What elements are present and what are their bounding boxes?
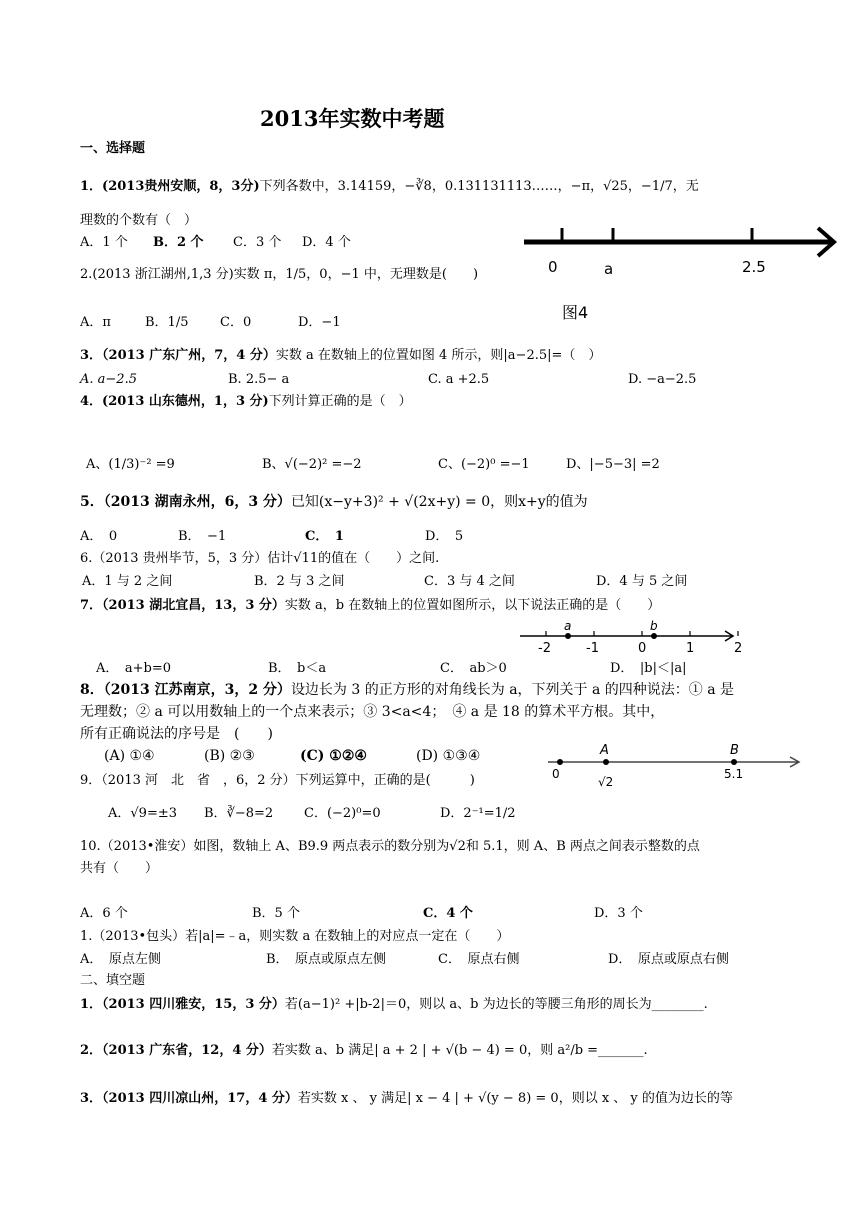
q8-line2: 无理数；② a 可以用数轴上的一个点来表示；③ 3<a<4； ④ a 是 18 的算术平方根。其中，: [80, 704, 665, 720]
q6-option-b: B．2 与 3 之间: [254, 574, 345, 589]
q7-tick-label: 2: [734, 641, 743, 656]
q8-option-c: (C) ①②④: [300, 748, 367, 764]
q2-option-a: A．π: [80, 315, 111, 330]
q3-source: 3．（2013 广东广州，7，4 分）: [80, 348, 276, 363]
q6-option-c: C．3 与 4 之间: [424, 574, 515, 589]
q2-option-c: C．0: [220, 315, 252, 330]
f2-text: 若实数 a、b 满足| a + 2 | + √(b − 4) = 0，则 a²/b =_______.: [271, 1043, 648, 1058]
q8-source: 8．（2013 江苏南京，3，2 分）: [80, 682, 291, 698]
q5-option-d: D． 5: [425, 529, 464, 544]
f3-source: 3．（2013 四川凉山州，17，4 分）: [80, 1091, 298, 1106]
q7-tick-label: 0: [638, 641, 647, 656]
q8-option-d: (D) ①③④: [416, 748, 481, 764]
q10-point-0: [557, 759, 563, 765]
q6-option-a: A．1 与 2 之间: [82, 574, 173, 589]
q3-option-d: D. −a−2.5: [628, 372, 697, 387]
q10-number-line: [544, 740, 804, 790]
q5-line1: [80, 494, 588, 511]
q10-label-sqrt2: √2: [598, 775, 614, 789]
q10-option-c: C．4 个: [423, 906, 473, 921]
q10-label-0: 0: [552, 767, 560, 781]
f3-text: 若实数 x 、 y 满足| x − 4 | + √(y − 8) = 0，则以 x 、 y 的值为边长的等: [297, 1091, 733, 1106]
q10-line2: 共有（ ）: [80, 861, 159, 876]
q1-option-b: B．2 个: [153, 235, 204, 250]
q7-point-b: [651, 633, 657, 639]
q4-source: 4．(2013 山东德州，1，3 分): [80, 394, 269, 409]
q5-option-b: B． −1: [178, 529, 227, 544]
q7-tick-label: -1: [586, 641, 599, 656]
q1-source: 1．(2013贵州安顺，8，3分): [80, 179, 260, 194]
q7-option-d: D． |b|＜|a|: [610, 661, 687, 676]
fig4-label-0: 0: [548, 258, 558, 276]
q7-point-a: [565, 633, 571, 639]
q2-option-b: B．1/5: [145, 315, 189, 330]
fig4-label-a: a: [604, 260, 614, 278]
f1-line1: [80, 996, 708, 1013]
q4-option-c: C、(−2)⁰ =−1: [438, 457, 530, 472]
q4-option-d: D、|−5−3| =2: [566, 457, 660, 472]
q4-option-a: A、(1/3)⁻² =9: [86, 457, 175, 472]
q1-line2: 理数的个数有（ ）: [80, 213, 198, 228]
q7-tick-label: 1: [686, 641, 695, 656]
q5-option-a: A． 0: [80, 529, 118, 544]
q10-option-b: B．5 个: [252, 906, 300, 921]
q10-label-51: 5.1: [724, 767, 744, 781]
figure-4-number-line: [520, 222, 840, 326]
q10-option-d: D．3 个: [594, 906, 643, 921]
q10-point-b: [731, 759, 737, 765]
f1-source: 1．（2013 四川雅安，15，3 分）: [80, 997, 285, 1012]
q7-label-a: a: [564, 619, 572, 633]
q8-text: 设边长为 3 的正方形的对角线长为 a，下列关于 a 的四种说法：① a 是: [290, 682, 735, 698]
q9-option-a: A．√9=±3: [108, 806, 177, 821]
q2-option-d: D．−1: [298, 315, 341, 330]
q3-text: 实数 a 在数轴上的位置如图 4 所示，则|a−2.5|=（ ）: [275, 348, 602, 363]
q6-option-d: D．4 与 5 之间: [596, 574, 688, 589]
q10-option-a: A．6 个: [80, 906, 128, 921]
q6-line1: 6.（2013 贵州毕节，5，3 分）估计√11的值在（ ）之间.: [80, 551, 440, 566]
q8-line3: 所有正确说法的序号是 ( ): [80, 726, 273, 742]
q7-option-a: A． a+b=0: [96, 661, 172, 676]
q11-option-c: C． 原点右侧: [438, 952, 520, 967]
q7-label-b: b: [650, 619, 658, 633]
q9-option-b: B．∛−8=2: [204, 806, 274, 821]
q4-text: 下列计算正确的是（ ）: [268, 394, 412, 409]
q4-option-b: B、√(−2)² =−2: [262, 457, 362, 472]
q7-source: 7．（2013 湖北宜昌，13，3 分）: [80, 598, 285, 613]
q1-option-a: A．1 个: [80, 235, 128, 250]
q5-source: 5．（2013 湖南永州，6，3 分）: [80, 494, 291, 510]
q7-tick-label: -2: [538, 641, 551, 656]
q11-line1: 1.（2013•包头）若|a|=﹣a，则实数 a 在数轴上的对应点一定在（ ）: [80, 929, 510, 944]
q8-line1: [80, 682, 734, 699]
q9-option-c: C．(−2)⁰=0: [304, 806, 381, 821]
q11-option-d: D． 原点或原点右侧: [608, 952, 729, 967]
q9-line1: 9．（2013 河 北 省 ，6，2 分）下列运算中，正确的是( ): [80, 773, 475, 788]
fig4-caption: 图4: [562, 303, 589, 322]
q8-option-b: (B) ②③: [204, 748, 255, 764]
q3-line1: [80, 347, 601, 364]
q10-label-a: A: [600, 743, 609, 758]
q11-option-b: B． 原点或原点左侧: [266, 952, 387, 967]
q10-label-b: B: [730, 743, 739, 758]
q5-option-c: C． 1: [305, 529, 344, 544]
q1-line1: [80, 178, 699, 195]
f2-line1: [80, 1042, 648, 1059]
section-choice: 一、选择题: [80, 141, 146, 156]
q3-option-c: C. a +2.5: [428, 372, 490, 387]
f3-line1: [80, 1090, 733, 1107]
q7-option-b: B． b＜a: [268, 661, 327, 676]
q7-option-c: C． ab＞0: [440, 661, 507, 676]
q10-line1: 10.（2013•淮安）如图，数轴上 A、B9.9 两点表示的数分别为√2和 5.1，则 A、B 两点之间表示整数的点: [80, 839, 700, 854]
q1-text: 下列各数中，3.14159，−∛8，0.131131113……，−π，√25，−1/7，无: [259, 179, 699, 194]
page-title: 2013年实数中考题: [260, 106, 445, 131]
q7-line1: [80, 597, 660, 614]
f1-text: 若(a−1)² +|b-2|＝0，则以 a、b 为边长的等腰三角形的周长为________.: [284, 997, 708, 1012]
q3-option-a: A. a−2.5: [80, 372, 137, 387]
q7-text: 实数 a，b 在数轴上的位置如图所示，以下说法正确的是（ ）: [284, 598, 661, 613]
q10-point-a: [603, 759, 609, 765]
section-fill: 二、填空题: [80, 973, 146, 988]
q1-option-d: D．4 个: [302, 235, 351, 250]
q2-line1: 2.(2013 浙江湖州,1,3 分)实数 π，1/5，0，−1 中，无理数是( ): [80, 267, 479, 282]
q8-option-a: (A) ①④: [104, 748, 155, 764]
q5-text: 已知(x−y+3)² + √(2x+y) = 0，则x+y的值为: [290, 494, 588, 510]
f2-source: 2．（2013 广东省，12，4 分）: [80, 1043, 272, 1058]
fig4-label-25: 2.5: [742, 258, 766, 276]
q4-line1: [80, 393, 412, 410]
q1-option-c: C．3 个: [233, 235, 282, 250]
q11-option-a: A． 原点左侧: [80, 952, 161, 967]
q9-option-d: D．2⁻¹=1/2: [440, 806, 516, 821]
q3-option-b: B. 2.5− a: [228, 372, 290, 387]
q7-number-line: [516, 619, 743, 658]
